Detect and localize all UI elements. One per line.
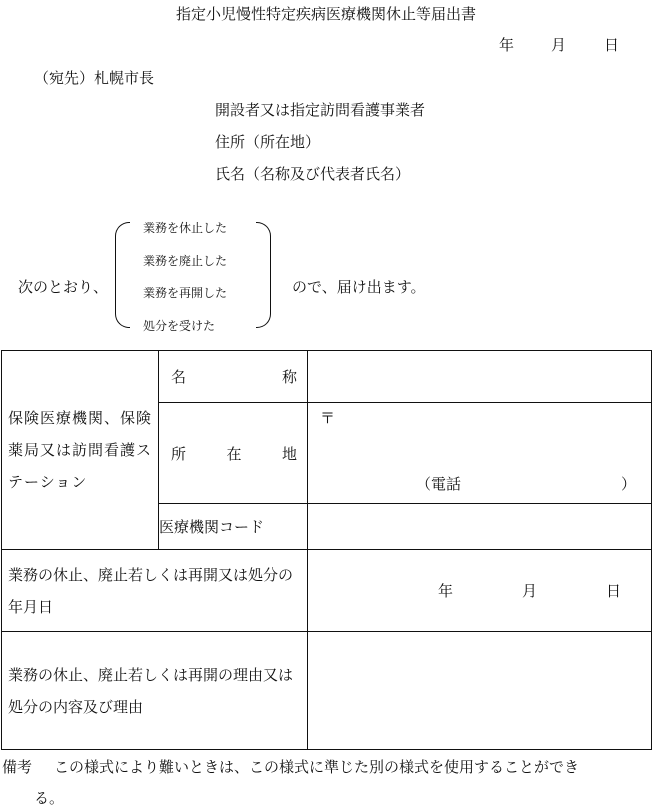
- date-day-unit: 日: [604, 36, 620, 54]
- applicant-role: 開設者又は指定訪問看護事業者: [215, 101, 426, 119]
- remarks-text: この様式により難いときは、この様式に準じた別の様式を使用することができ: [54, 758, 580, 776]
- option-disposition: 処分を受けた: [143, 319, 216, 333]
- name-field[interactable]: [308, 351, 652, 403]
- date-row-label: 業務の休止、廃止若しくは再開又は処分の年月日: [2, 550, 308, 632]
- name-label-char2: 称: [281, 368, 297, 386]
- date-row-month: 月: [521, 582, 537, 600]
- option-abolished: 業務を廃止した: [143, 254, 228, 268]
- remarks-text-wrap: る。: [34, 789, 65, 807]
- applicant-name-label: 氏名（名称及び代表者氏名）: [215, 165, 411, 183]
- date-year-unit: 年: [499, 36, 515, 54]
- left-bracket: [115, 222, 130, 328]
- applicant-address-label: 住所（所在地）: [215, 133, 321, 151]
- code-field[interactable]: [308, 504, 652, 550]
- address-label-char2: 在: [226, 444, 242, 463]
- right-bracket: [256, 222, 271, 328]
- address-label-char3: 地: [281, 444, 297, 463]
- phone-close: ）: [620, 475, 636, 493]
- facility-form-table: [1, 350, 652, 750]
- notice-suffix: ので、届け出ます。: [292, 278, 426, 296]
- name-label-char1: 名: [171, 368, 187, 386]
- date-row-year: 年: [438, 582, 454, 600]
- address-label-char1: 所: [171, 444, 187, 463]
- address-field[interactable]: [308, 403, 652, 504]
- date-row-day: 日: [605, 582, 621, 600]
- notice-prefix: 次のとおり、: [18, 278, 109, 296]
- phone-line: [416, 473, 636, 494]
- reason-row-label: 業務の休止、廃止若しくは再開の理由又は処分の内容及び理由: [2, 632, 308, 750]
- date-field[interactable]: [308, 550, 652, 632]
- addressee: （宛先）札幌市長: [34, 69, 155, 87]
- option-resumed: 業務を再開した: [143, 286, 228, 300]
- code-label: 医療機関コード: [159, 504, 308, 550]
- document-title: 指定小児慢性特定疾病医療機関休止等届出書: [175, 5, 476, 23]
- phone-label: （電話: [416, 475, 462, 493]
- name-label-cell: [159, 351, 308, 403]
- option-suspended: 業務を休止した: [143, 221, 228, 235]
- address-label-cell: [159, 403, 308, 504]
- reason-field[interactable]: [308, 632, 652, 750]
- date-month-unit: 月: [551, 36, 567, 54]
- remarks-label: 備考: [2, 758, 33, 776]
- postal-mark: 〒: [320, 409, 336, 427]
- facility-group-label: 保険医療機関、保険薬局又は訪問看護ステーション: [2, 351, 159, 550]
